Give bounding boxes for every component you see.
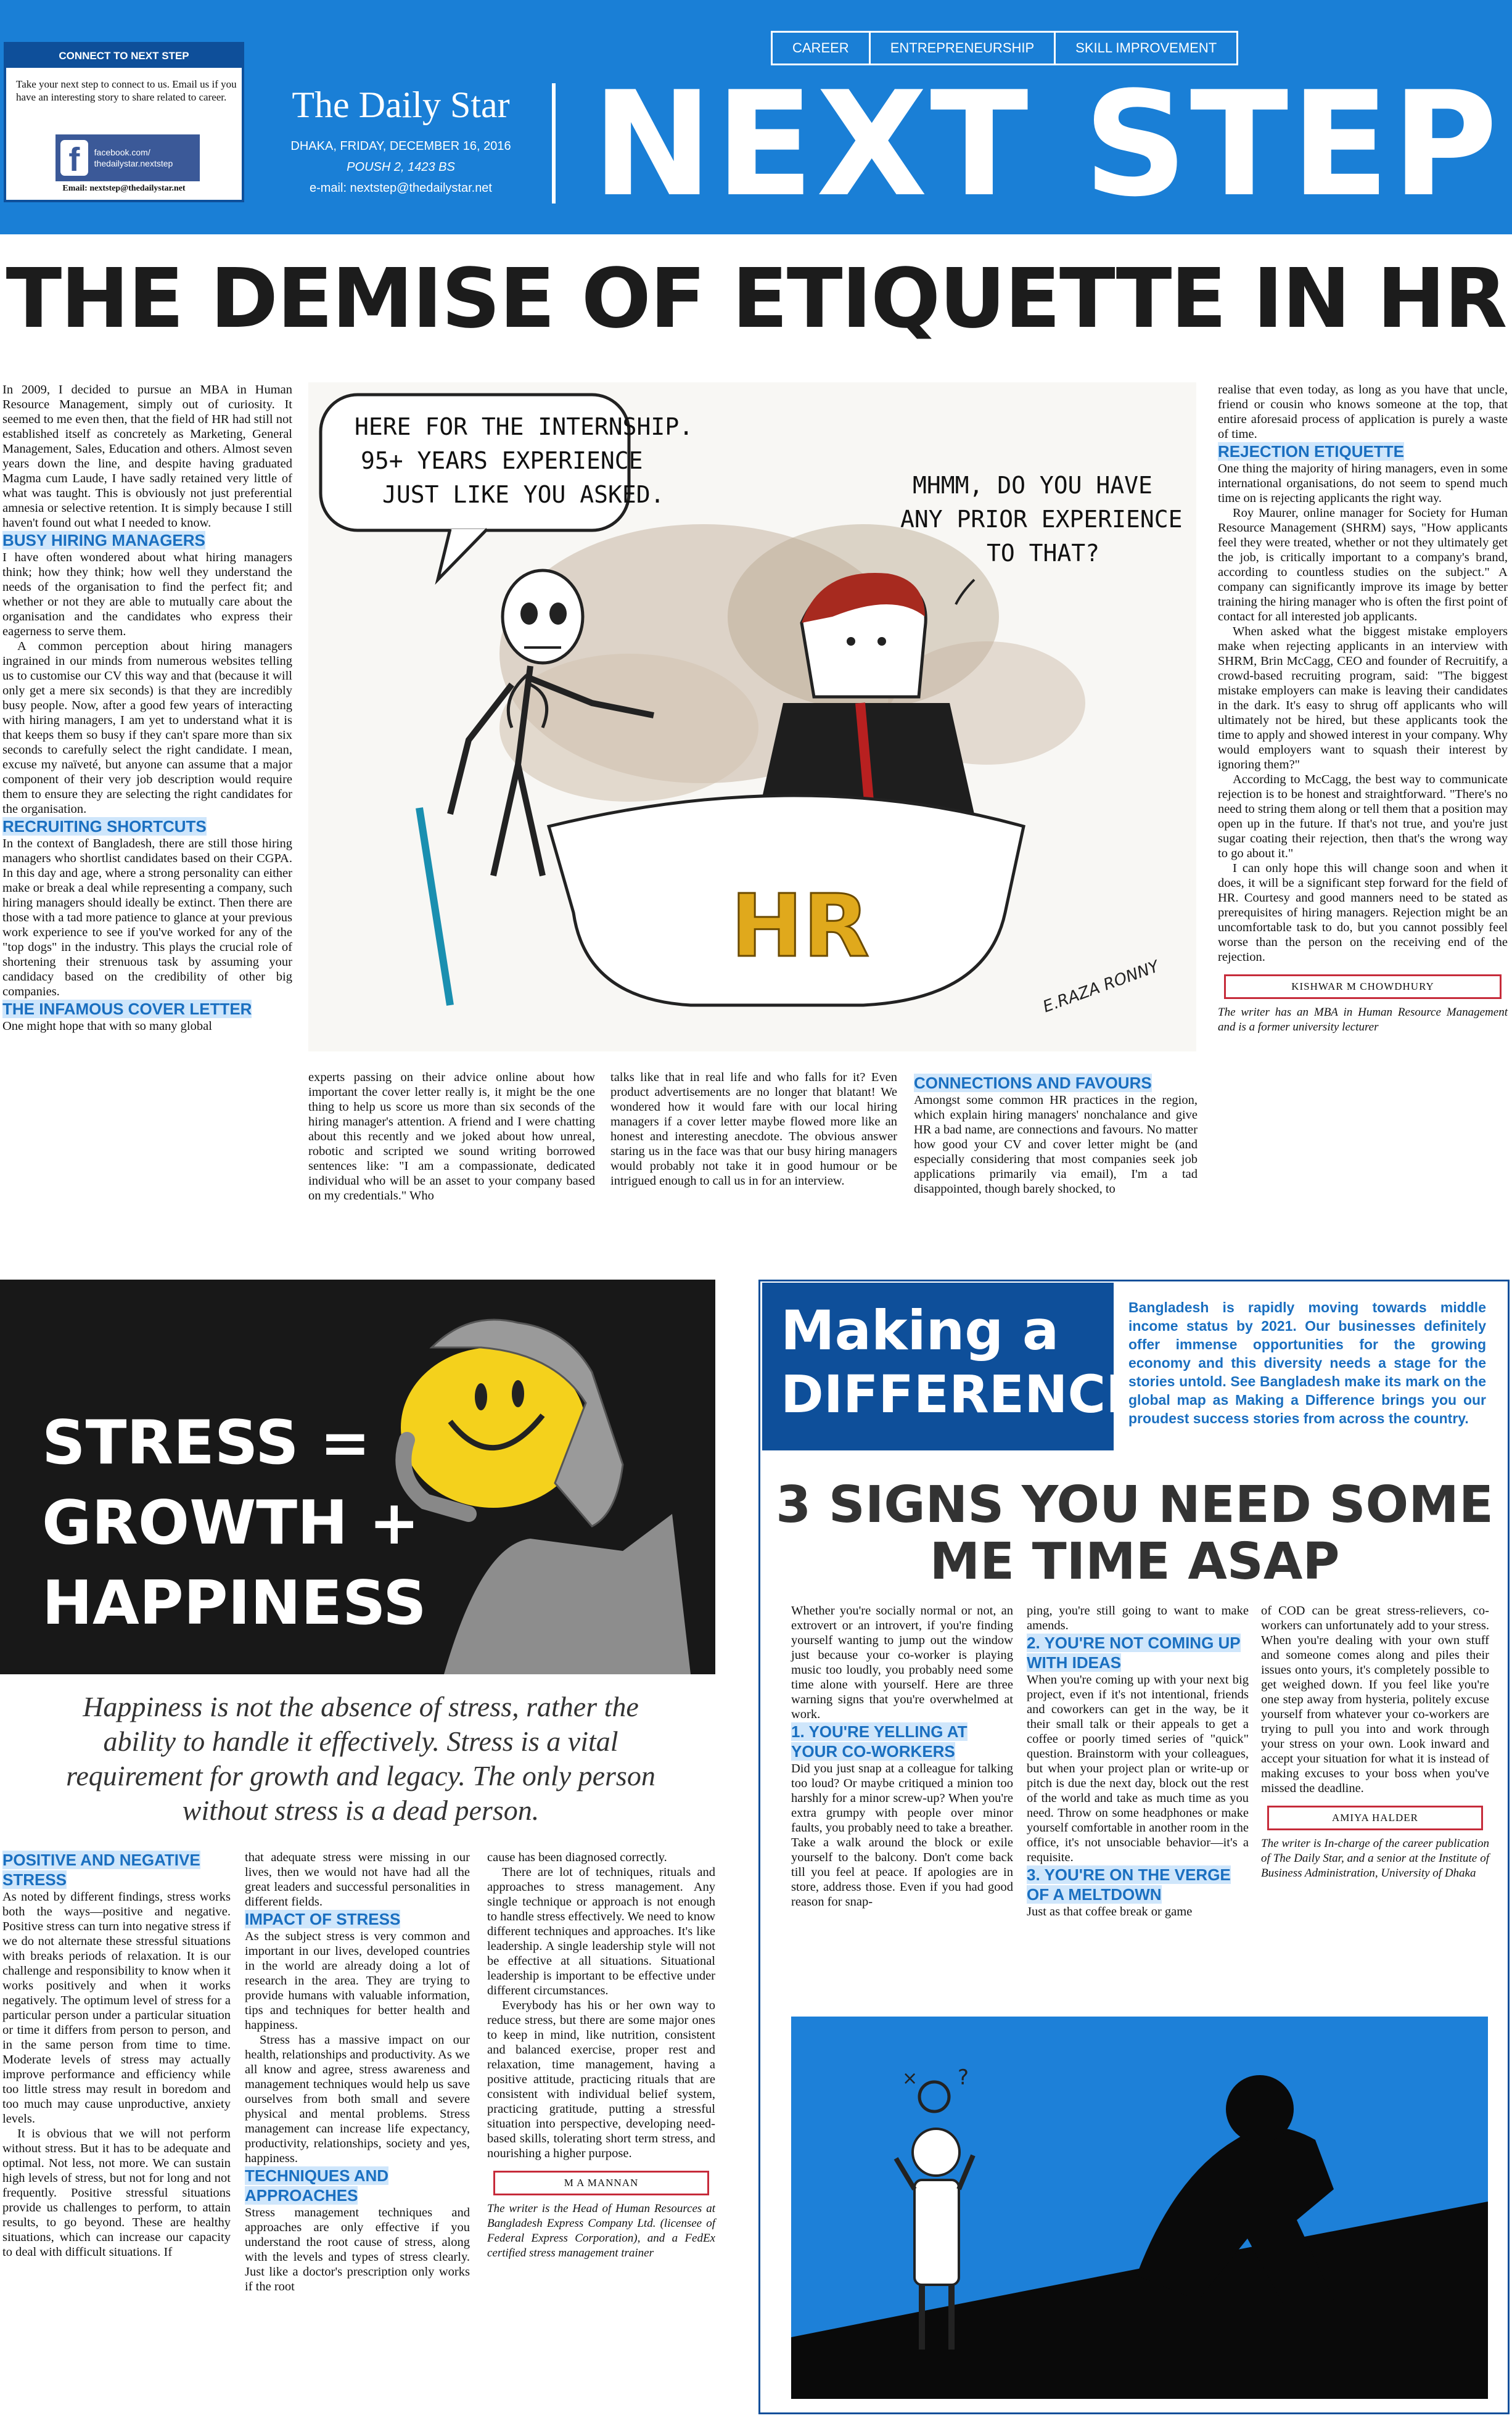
author-note: The writer is In-charge of the career publication of The Daily Star, and a senior at the Institute of Business Administration, University of Dhaka	[1261, 1837, 1489, 1880]
paragraph: I have often wondered about what hiring managers think; how they think; how well they understand the needs of the organisation to find the perfect fit; and whether or not they are able to mutually care about the organisation and the candidates who express their eagerness to serve them.	[2, 551, 292, 638]
subheading: IMPACT OF STRESS	[245, 1910, 401, 1928]
paragraph: As the subject stress is very common and important in our lives, developed countries in the world are already doing a lot of research in the area. They are trying to provide humans with valuable information, tips and techniques for better health and happiness.	[245, 1930, 470, 2032]
paragraph: When asked what the biggest mistake employers make when rejecting applicants in an interview with SHRM, Brin McCagg, CEO and founder of Recruitify, a crowd-based recruiting program, said: "The biggest mistake employers can make is leaving their candidates in the dark. It's easy to shrug off applicants who will ultimately not be hired, but these applicants took the time to apply and showed interest in your company. Why would employers want to squash their interest by ignoring them?"	[1218, 625, 1508, 771]
subheading: 2. YOU'RE NOT COMING UP WITH IDEAS	[1027, 1634, 1241, 1672]
paragraph: According to McCagg, the best way to communicate rejection is to be honest and straightforward. "There's no need to string them along or tell them that a position may open up in the future. If that's not true, and you're just sugar coating their rejection, then that's the wrong way to go about it."	[1218, 773, 1508, 860]
cartoon-illustration	[308, 382, 1196, 1051]
subheading: RECRUITING SHORTCUTS	[2, 817, 207, 836]
paragraph: One thing the majority of hiring managers, even in some international organisations, do not seem to spend much time on is rejecting applicants the right way.	[1218, 462, 1508, 505]
byline: AMIYA HALDER	[1267, 1806, 1483, 1830]
paragraph: Amongst some common HR practices in the region, which explain hiring managers' nonchalance and give HR a bad name, are connections and favours. No matter how good your CV and cover letter might be (and especially considering that most companies seek job applications primarily via email), I'm a tad disappointed, though barely shocked, to	[914, 1093, 1198, 1196]
hr-cartoon	[308, 382, 1196, 1051]
article1-column-4	[914, 1073, 1198, 1196]
facebook-icon: f	[60, 140, 88, 176]
speech-bubble-skeleton: HERE FOR THE INTERNSHIP. 95+ YEARS EXPERIENCE JUST LIKE YOU ASKED.	[355, 413, 694, 508]
paragraph: ping, you're still going to want to make amends.	[1027, 1604, 1249, 1632]
paragraph: A common perception about hiring managers ingrained in our minds from numerous websites telling us to customise our CV this way and that (because it will only get a mere six seconds) is that they are incredibly busy people. Now, after a good few years of interacting with hiring managers, I am yet to understand what it is that keeps them so busy if they can't spare more than six seconds to carefully select the right candidate. I mean, excuse my naïveté, but anyone can assume that a major component of their very job description would require them to ensure they are selecting the right candidates for the organisation.	[2, 639, 292, 816]
facebook-link[interactable]	[55, 134, 200, 181]
stressed-worker-figure	[791, 2017, 1488, 2399]
paragraph: experts passing on their advice online about how important the cover letter really is, it might be the one thing to help us score us more than six seconds of the hiring manager's attention. A friend and I were chatting about this recently and we joked about how unreal, robotic and scripted we sound writing borrowed sentences like: "I am a compassionate, dedicated individual who will be an asset to your company based on my credentials." Who	[308, 1071, 595, 1203]
paragraph: that adequate stress were missing in our lives, then we would not have had all the great leaders and successful personalities in different fields.	[245, 1851, 470, 1909]
paragraph: Did you just snap at a colleague for talking too loud? Or maybe critiqued a minion too harshly for a minor screw-up? When you're extra grumpy with people over minor faults, you probably need to take a breather. Take a walk around the block or exile yourself to the balcony. Don't come back till you feel at peace. If apologies are in store, address those. Even if you had good reason for snap-	[791, 1762, 1013, 1909]
subheading: 1. YOU'RE YELLING AT YOUR CO-WORKERS	[791, 1722, 968, 1761]
desk-label: HR	[731, 876, 869, 977]
subheading: 3. YOU'RE ON THE VERGE OF A MELTDOWN	[1027, 1865, 1231, 1904]
masthead-logo: The Daily Star	[292, 84, 510, 125]
headline-line: GROWTH +	[42, 1488, 420, 1558]
paragraph: Everybody has his or her own way to reduce stress, but there are some major ones to keep in mind, like nutrition, consistent and balanced exercise, proper rest and relaxation, time management, having a positive attitude, practicing rituals that are consistent with individual belief system, practicing gratitude, putting a stressful situation into perspective, developing need-based skills, tolerating short term stress, and nourishing a higher purpose.	[487, 1999, 715, 2160]
paragraph: When you're coming up with your next big project, even if it's not intentional, friends and coworkers can get in the way, be it their small talk or their appeals to get a coffee or poorly timed series of "quick" question. Brainstorm with your colleagues, but when your project plan or write-up or pitch is due the next day, block out the rest of the world and take as much time as you need. Throw on some headphones or make yourself comfortable in another room in the office, it's not unsociable behavior—it's a requisite.	[1027, 1673, 1249, 1864]
svg-text:×: ×	[902, 2068, 918, 2089]
svg-text:?: ?	[958, 2065, 969, 2090]
section-nav	[771, 31, 1238, 65]
section-badge	[762, 1283, 1141, 1450]
article2-column-3	[487, 1850, 715, 2261]
article2-column-1	[2, 1850, 231, 2260]
nav-skill-improvement[interactable]: SKILL IMPROVEMENT	[1075, 40, 1217, 56]
subheading: BUSY HIRING MANAGERS	[2, 531, 205, 549]
pull-quote: Happiness is not the absence of stress, rather the ability to handle it effectively. Stress is a vital requirement for growth and legacy. The only person without stress is a dead person.	[66, 1691, 655, 1826]
paragraph: In the context of Bangladesh, there are still those hiring managers who shortlist candidates based on their CGPA. In this day and age, where a strong personality can either make or break a deal while representing a company, such hiring managers should ideally be extinct. Then there are those with a tad more patience to glance at your previous work experience to see if you've worked for any of the "top dogs" in the industry. This plays the crucial role of shortening their strenuous task by assuming your candidacy based on the credibility of other big companies.	[2, 837, 292, 998]
paragraph: One might hope that with so many global	[2, 1019, 212, 1033]
subheading: REJECTION ETIQUETTE	[1218, 442, 1404, 461]
byline: M A MANNAN	[493, 2171, 709, 2195]
stressed-worker-illustration	[791, 2017, 1488, 2399]
paragraph: In 2009, I decided to pursue an MBA in Human Resource Management, simply out of curiosity. It seemed to me even then, that the field of HR had still not established itself as concretely as Marketing, General Management, Sales, Education and others. Almost seven years down the line, and despite having graduated Magma cum Laude, I have sadly retained very little of what was taught. This is obviously not just preferential amnesia or selective retention. It is simply because I still haven't found out what I needed to know.	[2, 383, 292, 530]
article1-column-2	[308, 1070, 595, 1203]
paragraph: As noted by different findings, stress works both the ways—positive and negative. Positive stress can turn into negative stress if we do not alternate these stressful situations with breaks periods of relaxation. It is our challenge and responsibility to know when it works positively and when it works negatively. The optimum level of stress for a particular person under a particular situation or time it differs from person to person, and in the same person from time to time. Moderate levels of stress may actually improve performance and efficiency while too little stress may result in boredom and too much may cause unproductive, anxiety levels.	[2, 1890, 231, 2126]
paragraph: I can only hope this will change soon and when it does, it will be a significant step forward for the field of HR. Courtesy and good manners need to be stated as prerequisites of hiring managers. Rejection might be an uncomfortable task to do, but you cannot possibly feel worse than the person on the receiving end of the rejection.	[1218, 862, 1508, 964]
author-note: The writer has an MBA in Human Resource Management and is a former university lecturer	[1218, 1006, 1508, 1034]
article-headline: 3 SIGNS YOU NEED SOME ME TIME ASAP	[776, 1476, 1494, 1591]
date-bengali: POUSH 2, 1423 BS	[347, 160, 455, 174]
hr-desk	[549, 796, 1024, 1005]
connect-email[interactable]: Email: nextstep@thedailystar.net	[62, 184, 186, 193]
connect-box	[4, 42, 244, 202]
nav-entrepreneurship[interactable]: ENTREPRENEURSHIP	[871, 33, 1056, 64]
section-title: NEXT STEP	[592, 61, 1500, 229]
cartoonist-signature: E.RAZA RONNY	[1040, 957, 1162, 1017]
section-intro: Bangladesh is rapidly moving towards middle income status by 2021. Our businesses definitely offer immense opportunities for the growing economy and this diversity needs a stage for the stories untold. See Bangladesh make its mark on the global map as Making a Difference brings you our proudest success stories from across the country.	[1128, 1299, 1486, 1426]
connect-title: CONNECT TO NEXT STEP	[6, 44, 242, 68]
article1-column-3	[610, 1070, 897, 1188]
author-note: The writer is the Head of Human Resources at Bangladesh Express Company Ltd. (licensee of Federal Express Corporation), and a FedEx certified stress management trainer	[487, 2202, 715, 2260]
headline-line: HAPPINESS	[42, 1568, 427, 1639]
subheading: TECHNIQUES AND APPROACHES	[245, 2166, 389, 2205]
byline: KISHWAR M CHOWDHURY	[1224, 974, 1502, 999]
subheading: POSITIVE AND NEGATIVE STRESS	[2, 1851, 200, 1889]
date-email[interactable]: e-mail: nextstep@thedailystar.net	[309, 181, 492, 195]
connect-text: Take your next step to connect to us. Email us if you have an interesting story to share related to career.	[16, 78, 237, 103]
paragraph: talks like that in real life and who falls for it? Even product advertisements are no longer that blatant! We wondered how it would fare with our local hiring managers if a cover letter maybe flowed more like an honest and interesting anecdote. The obvious answer staring us in the face was that our busy hiring managers would probably not take it in good humour or be intrigued enough to call us in for an interview.	[610, 1071, 897, 1188]
nav-career[interactable]: CAREER	[773, 33, 871, 64]
article3-column-3	[1261, 1603, 1489, 1881]
paragraph: Stress management techniques and approaches are only effective if you understand the root cause of stress, along with the levels and types of stress clearly. Just like a doctor's prescription only works if the root	[245, 2206, 470, 2293]
divider	[552, 83, 556, 204]
article3-column-2	[1027, 1603, 1249, 1919]
paragraph: Whether you're socially normal or not, an extrovert or an introvert, if you're finding yourself wanting to jump out the window just because your co-worker is playing music too loudly, you probably need some time alone with yourself. Here are three warning signs that you're overwhelmed at work.	[791, 1604, 1013, 1721]
paragraph: cause has been diagnosed correctly.	[487, 1851, 667, 1864]
speech-bubble-manager: MHMM, DO YOU HAVE ANY PRIOR EXPERIENCE TO THAT?	[900, 472, 1183, 567]
date-line: DHAKA, FRIDAY, DECEMBER 16, 2016	[290, 139, 511, 153]
paragraph: There are lot of techniques, rituals and approaches to stress management. Any single technique or approach is not enough to handle stress effectively. We need to know different techniques and approaches. It's like leadership. A single leadership style will not be effective at all situations. Situational leadership is important to be effective under different circumstances.	[487, 1865, 715, 1997]
section-badge-top: Making a	[781, 1299, 1059, 1362]
article3-column-1	[791, 1603, 1013, 1909]
section-badge-bottom: DIFFERENCE	[781, 1364, 1141, 1425]
paragraph: Stress has a massive impact on our health, relationships and productivity. As we all know and agree, stress awareness and management techniques would help us save ourselves from both small and severe physical and mental problems. Stress management can increase life expectancy, productivity, relationships, society and yes, happiness.	[245, 2033, 470, 2165]
article1-column-1	[2, 382, 292, 1034]
subheading: THE INFAMOUS COVER LETTER	[2, 1000, 252, 1018]
paragraph: It is obvious that we will not perform without stress. But it has to be adequate and optimal. Not less, not more. We can sustain high levels of stress, but not for long and not frequently. Positive stressful situations provide us challenges to perform, to attain results, to go beyond. These are healthy situations, which can increase our capacity to deal with difficult situations. If	[2, 2127, 231, 2259]
stress-headline	[42, 1403, 427, 1643]
paragraph: Just as that coffee break or game	[1027, 1905, 1193, 1918]
article2-column-2	[245, 1850, 470, 2294]
paragraph: Roy Maurer, online manager for Society for Human Resource Management (SHRM) says, "How applicants feel they were treated, whether or not they ultimately get the job, is critically important to a company's brand, according to countless studies on the subject." A company can significantly improve its image by better training the hiring manager who is often the first point of contact for all interested job applicants.	[1218, 506, 1508, 623]
article1-column-5	[1218, 382, 1508, 1035]
facebook-url: facebook.com/ thedailystar.nextstep	[94, 147, 173, 168]
subheading: CONNECTIONS AND FAVOURS	[914, 1074, 1152, 1092]
headline-line: STRESS =	[42, 1408, 371, 1478]
article-headline: THE DEMISE OF ETIQUETTE IN HR	[6, 252, 1506, 347]
paragraph: realise that even today, as long as you have that uncle, friend or cousin who knows someone at the top, that entire aforesaid process of application is purely a waste of time.	[1218, 383, 1508, 441]
paragraph: of COD can be great stress-relievers, co-workers can unfortunately add to your stress. When you're dealing with your own stuff and someone comes along and piles their issues onto yours, it's completely possible to get weighed down. If you feel like you're one step away from hysteria, politely excuse yourself from whatever your co-workers are trying to pull you into and work through your stress on your own. Look inward and accept your situation for what it is instead of making excuses to your boss when you've missed the deadline.	[1261, 1604, 1489, 1795]
dateline	[265, 136, 536, 199]
